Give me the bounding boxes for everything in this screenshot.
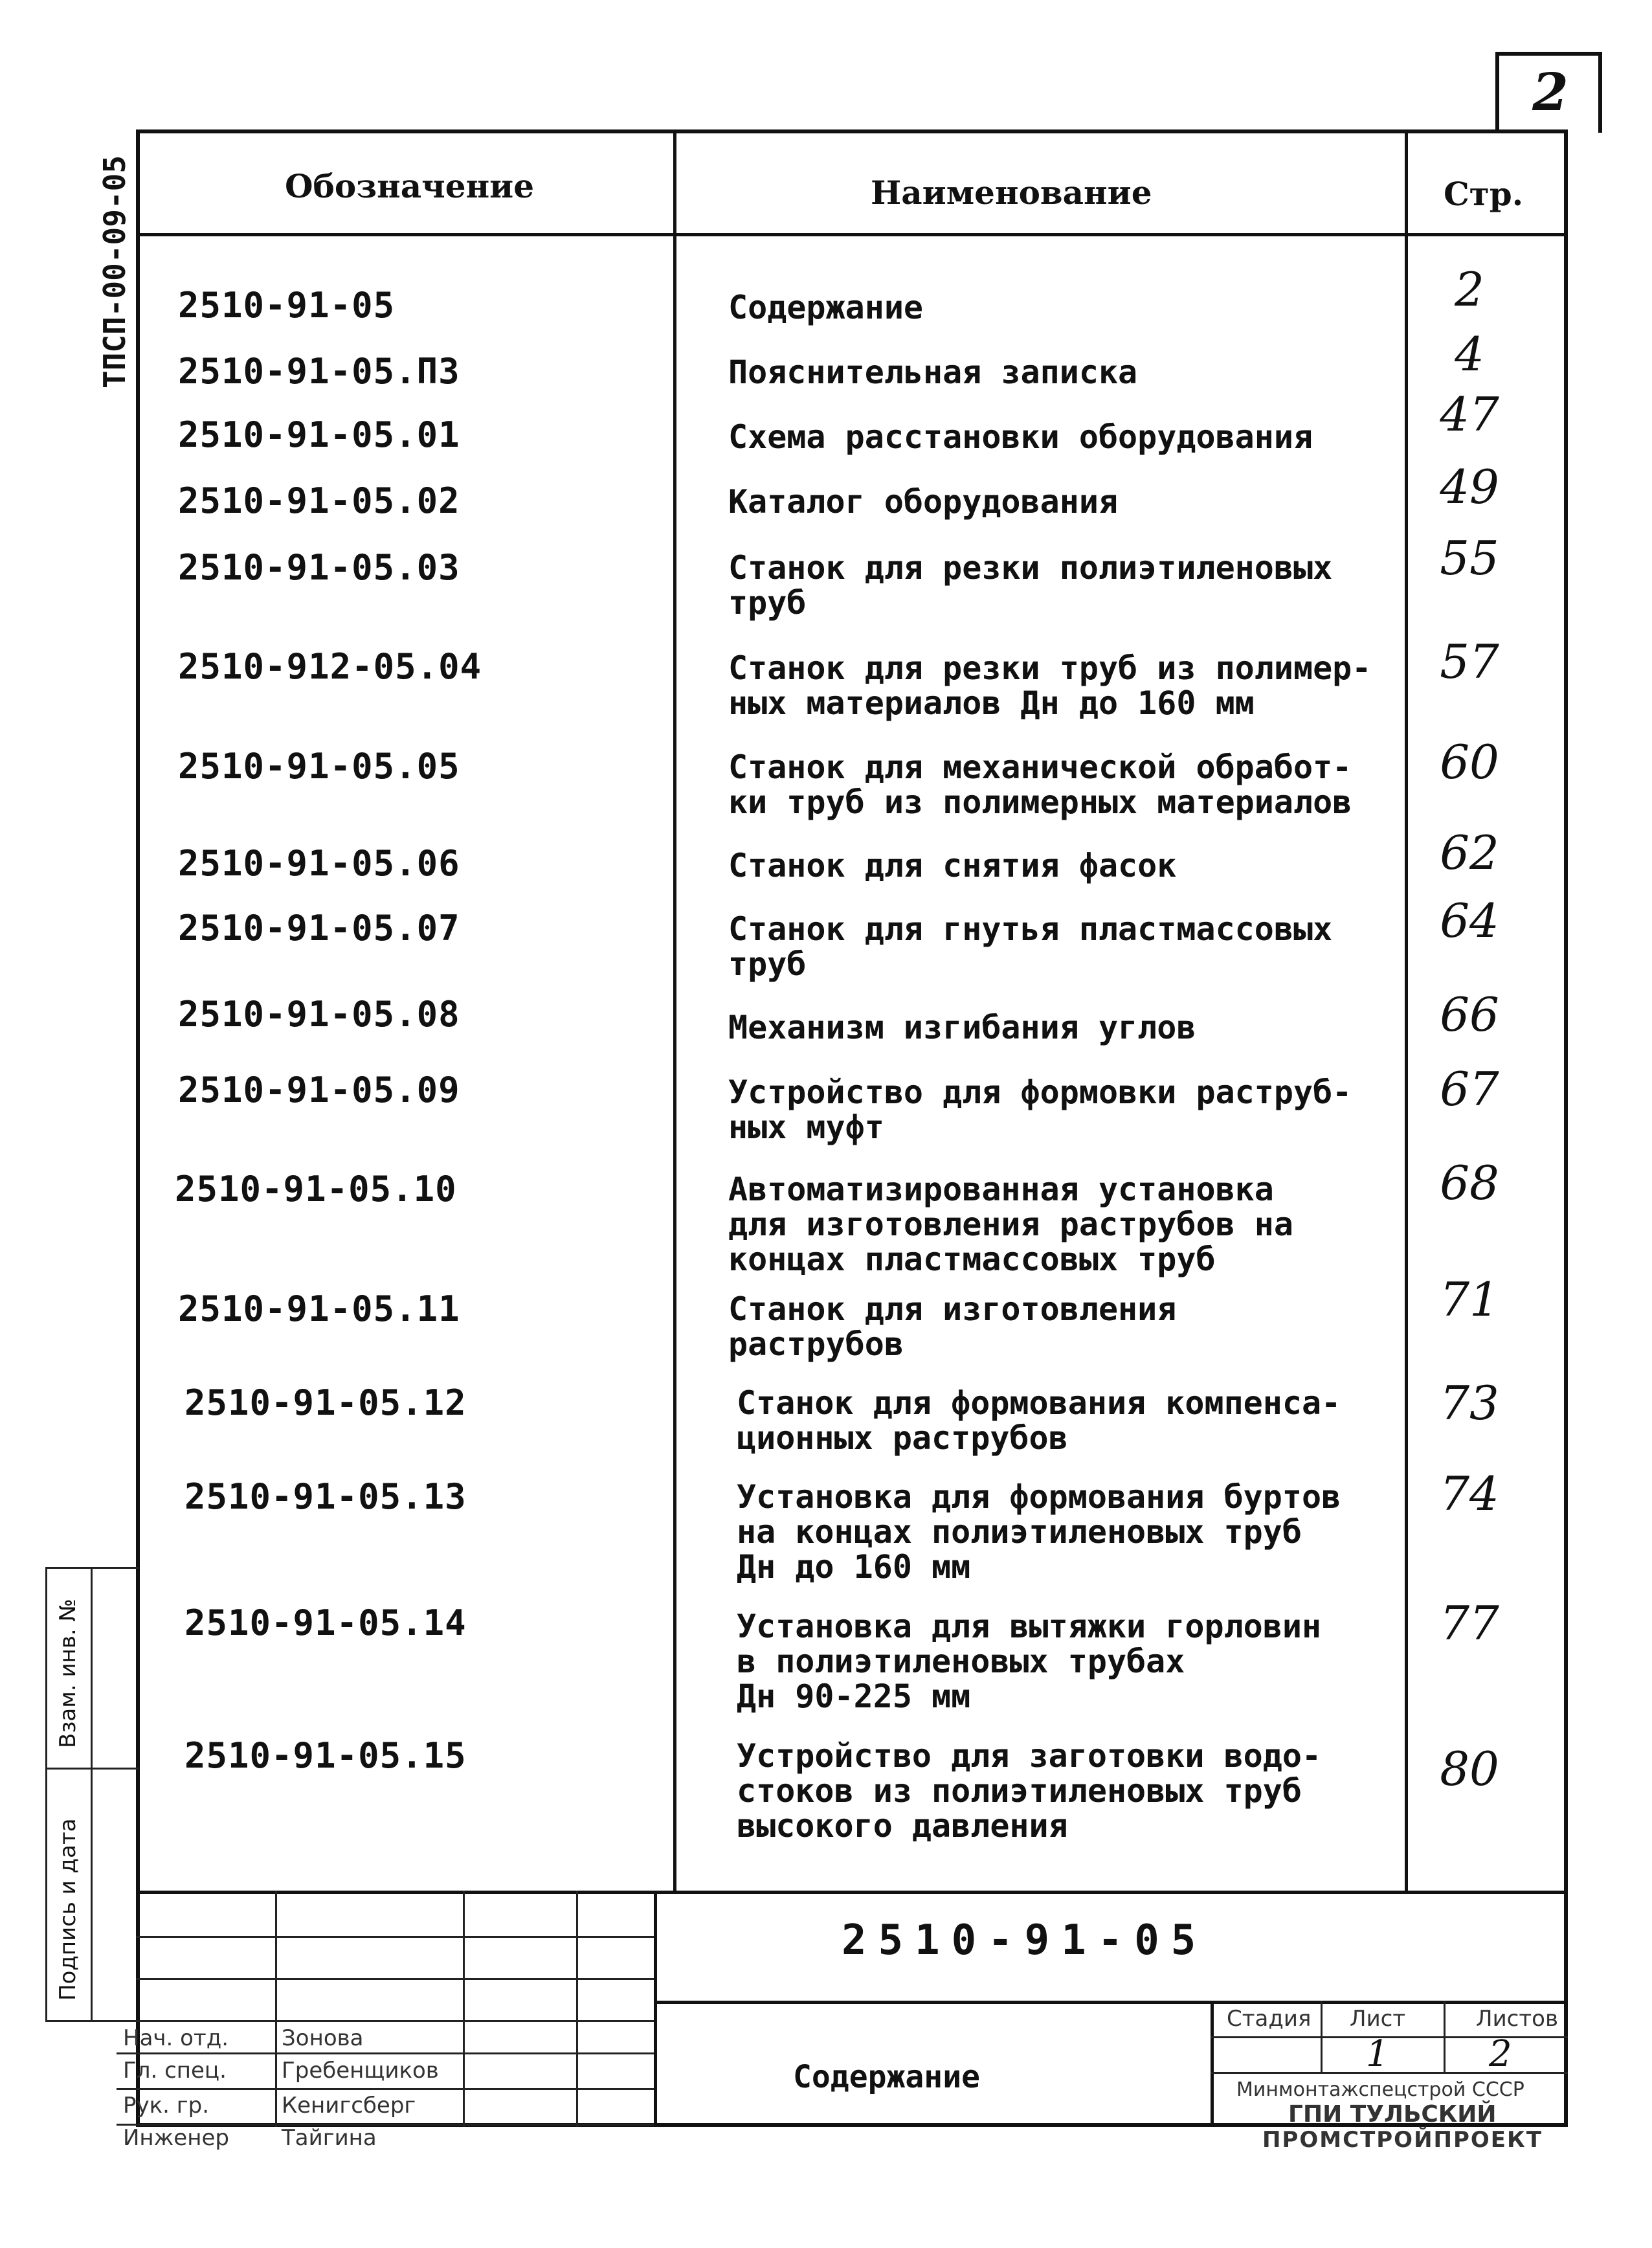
row-page: 49 [1440,460,1499,514]
row-code: 2510-91-05.10 [175,1169,457,1209]
row-page: 80 [1440,1742,1499,1796]
sheet-number: 2 [1532,62,1568,122]
sig-grid-col [576,1891,578,2127]
stage-grid-col [1321,2001,1323,2072]
row-code: 2510-91-05.02 [178,480,460,521]
row-name: Станок для снятия фасок [728,847,1177,884]
sig-grid-col [275,1891,277,2127]
signer-name: Гребенщиков [282,2058,439,2084]
row-name: Автоматизированная установка для изготовления раструбов на концах пластмассовых труб [728,1171,1293,1278]
title-block-org-divider [1211,2001,1214,2127]
row-page: 62 [1440,826,1499,880]
row-code: 2510-91-05.ПЗ [178,351,460,392]
row-page: 60 [1440,735,1499,789]
row-code: 2510-91-05.01 [178,414,460,455]
row-page: 4 [1455,327,1484,381]
row-name: Станок для изготовления раструбов [728,1290,1177,1363]
row-name: Установка для формования буртов на концах полиэтиленовых труб Дн до 160 мм [737,1478,1341,1586]
row-code: 2510-91-05.06 [178,843,460,884]
row-page: 66 [1440,987,1499,1042]
margin-stamp-line [45,1567,47,2020]
row-code: 2510-91-05.15 [184,1735,467,1776]
signer-name: Тайгина [282,2125,377,2151]
row-name: Схема расстановки оборудования [728,418,1313,456]
org-line-1: Минмонтажспецстрой СССР [1236,2078,1524,2101]
row-code: 2510-91-05.09 [178,1070,460,1110]
sheets-value: 2 [1489,2033,1512,2075]
row-page: 68 [1440,1156,1499,1210]
row-name: Каталог оборудования [728,483,1119,521]
row-name: Механизм изгибания углов [728,1009,1196,1046]
row-page: 64 [1440,894,1499,948]
row-name: Станок для резки полиэтиленовых труб [728,549,1333,622]
row-page: 74 [1440,1467,1499,1521]
org-line-3: ПРОМСТРОЙПРОЕКТ [1262,2127,1543,2153]
row-name: Содержание [728,289,924,326]
stage-grid-line [1211,2072,1568,2074]
row-name: Пояснительная записка [728,354,1138,391]
row-name: Станок для резки труб из полимер- ных материалов Дн до 160 мм [728,649,1372,722]
margin-stamp-line [91,1567,93,2020]
document-code: 2510-91-05 [842,1916,1208,1964]
row-code: 2510-91-05 [178,285,396,326]
col-header-page: Стр. [1444,175,1524,213]
row-page: 47 [1440,387,1499,442]
row-page: 77 [1440,1596,1499,1650]
row-code: 2510-912-05.04 [178,646,482,687]
margin-stamp-line [45,1567,139,1569]
row-name: Станок для гнутья пластмассовых труб [728,910,1333,983]
row-name: Станок для механической обработ- ки труб из полимерных материалов [728,748,1352,821]
margin-label-inv: Взам. инв. № [55,1599,81,1748]
signer-name: Зонова [282,2025,364,2051]
col-header-code: Обозначение [285,167,535,205]
signer-name: Кенигсберг [282,2093,416,2119]
org-line-2: ГПИ ТУЛЬСКИЙ [1288,2101,1497,2128]
sheet-value: 1 [1366,2033,1389,2075]
title-block-divider [654,1891,657,2127]
row-page: 55 [1440,531,1499,585]
row-page: 2 [1455,262,1484,317]
margin-stamp-line [45,1768,139,1770]
col-header-name: Наименование [871,174,1152,212]
row-page: 67 [1440,1062,1499,1116]
sig-grid-line [117,2088,654,2090]
row-code: 2510-91-05.14 [184,1602,467,1643]
stage-label: Стадия [1227,2006,1312,2032]
sheet-label: Лист [1350,2006,1406,2032]
stage-grid-line [1211,2036,1568,2038]
row-page: 57 [1440,635,1499,689]
row-code: 2510-91-05.05 [178,746,460,787]
row-code: 2510-91-05.08 [178,994,460,1035]
margin-label-sign-date: Подпись и дата [55,1818,81,2001]
signer-role: Нач. отд. [123,2025,229,2051]
row-page: 71 [1440,1272,1499,1327]
row-name: Установка для вытяжки горловин в полиэтиленовых трубах Дн 90-225 мм [737,1608,1322,1715]
margin-stamp-line [45,2020,139,2022]
row-name: Устройство для заготовки водо- стоков из полиэтиленовых труб высокого давления [737,1737,1322,1845]
sig-grid-line [117,2052,654,2054]
col-divider-1 [673,129,676,1894]
title-block-mid [657,2001,1568,2004]
row-code: 2510-91-05.13 [184,1476,467,1517]
row-page: 73 [1440,1376,1499,1430]
signer-role: Гл. спец. [123,2058,227,2084]
stage-grid-col [1444,2001,1446,2072]
document-title: Содержание [793,2059,980,2095]
signer-role: Рук. гр. [123,2093,210,2119]
side-code: ТПСП-00-09-05 [97,155,132,388]
sheets-label: Листов [1476,2006,1559,2032]
row-code: 2510-91-05.07 [178,908,460,949]
row-code: 2510-91-05.03 [178,547,460,588]
title-block-top [136,1891,1568,1894]
header-divider [136,233,1568,236]
row-name: Станок для формования компенса- ционных раструбов [737,1384,1341,1457]
row-name: Устройство для формовки раструб- ных муфт [728,1073,1352,1146]
sig-grid-col [463,1891,465,2127]
row-code: 2510-91-05.12 [184,1382,467,1423]
row-code: 2510-91-05.11 [178,1288,460,1329]
signer-role: Инженер [123,2125,229,2151]
